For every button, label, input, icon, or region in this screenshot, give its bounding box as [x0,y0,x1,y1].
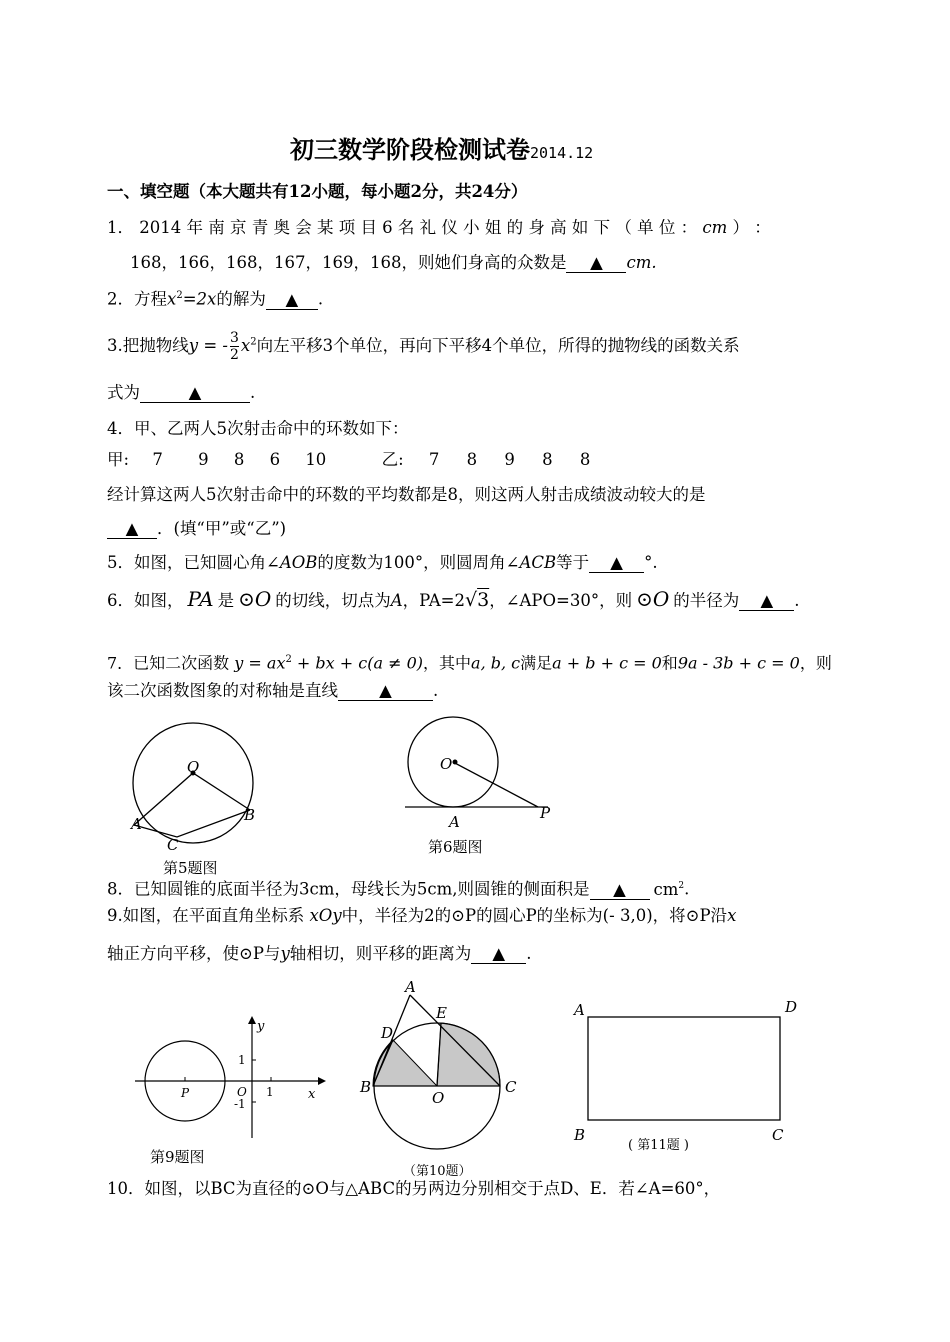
fig9-y-arrow [248,1016,256,1024]
fig6-label-a: A [449,813,460,831]
fig6-center-dot [453,760,458,765]
fig5-label-o: O [187,758,200,776]
question-3-line2: 式为 ▲ . [107,383,256,402]
fig10-label-d: D [381,1024,394,1042]
fig10-label-b: B [360,1078,372,1096]
fig9-label-x1: 1 [266,1085,274,1099]
answer-blank: ▲ [566,254,626,273]
title-year: 2014.12 [530,144,594,162]
fig5-label-c: C [167,836,179,854]
question-7-line1: 7．已知二次函数 $y = ax^2$ + bx + c(a ≠ 0)，其中a, b, c满足a + b + c = 0和9a - 3b + c = 0，则 [107,653,832,673]
fig9-label-1: 1 [238,1053,246,1067]
fig6-label-p: P [540,804,551,822]
fig5-chords [134,810,250,837]
fig11-label-d: D [785,998,798,1016]
fig10-label-o: O [432,1089,445,1107]
fig9-label-x: x [308,1087,316,1102]
question-7-line2: 该二次函数图象的对称轴是直线 ▲ . [107,681,439,700]
question-4-line4: ▲ ．(填“甲”或“乙”) [107,518,286,540]
answer-blank: ▲ [107,520,157,539]
figure-11 [570,995,810,1155]
fig5-label-b: B [244,806,256,824]
fig9-x-arrow [318,1077,326,1085]
question-2: 2．方程$x^2=2x$的解为 ▲ . [107,289,324,309]
fig9-caption: 第9题图 [150,1148,205,1166]
question-3-line1: 3.把抛物线y = - $\frac{3}{2}$ $x^2$向左平移3个单位，再向下平移4个单位，所得的抛物线的函数关系 [107,330,740,363]
fig5-angle-lines [134,773,250,825]
fig6-segment-op [453,762,538,807]
figure-10 [355,978,535,1172]
answer-blank: ▲ [739,592,794,611]
question-6: 6．如图， PA 是 ⊙O 的切线，切点为A，PA=2√3，∠APO=30°，则 ⊙O 的半径为 ▲ . [107,587,800,611]
fig11-rectangle [588,1017,780,1120]
answer-blank: ▲ [266,291,318,310]
answer-blank: ▲ [590,881,650,900]
fig9-label-p: P [181,1086,190,1100]
fig10-caption: （第10题） [403,1164,472,1179]
fig11-caption: ( 第11题 ) [628,1138,689,1153]
figure-5 [120,710,280,870]
fig11-label-a: A [574,1001,585,1019]
answer-blank: ▲ [140,384,250,403]
question-4-scores: 甲: 7 9 8 6 10 乙: 7 8 9 8 8 [107,450,591,469]
fig11-label-c: C [772,1126,784,1144]
figure-9 [130,1010,330,1140]
fig11-label-b: B [574,1126,586,1144]
fig6-label-o: O [440,755,453,773]
fig9-label-o: O [237,1085,247,1099]
answer-blank: ▲ [589,554,644,573]
fig5-caption: 第5题图 [163,859,218,877]
question-9-line2: 轴正方向平移，使⊙P与y轴相切，则平移的距离为 ▲ . [107,944,532,963]
question-4-line1: 4．甲、乙两人5次射击命中的环数如下： [107,419,409,438]
answer-blank: ▲ [471,945,526,964]
question-4-line3: 经计算这两人5次射击命中的环数的平均数都是8，则这两人射击成绩波动较大的是 [107,485,706,504]
question-8: 8．已知圆锥的底面半径为3cm，母线长为5cm,则圆锥的侧面积是 ▲ $cm^2$. [107,879,690,899]
fig10-label-a: A [405,978,416,996]
question-1-line2: 168，166，168，167，169，168，则她们身高的众数是 ▲ cm. [130,253,657,272]
answer-blank: ▲ [338,682,433,701]
fig9-label-neg1: -1 [234,1097,246,1111]
question-9-line1: 9.如图，在平面直角坐标系 xOy中，半径为2的⊙P的圆心P的坐标为(- 3,0)，将⊙P沿x [107,906,737,925]
section-heading: 一、填空题（本大题共有12小题，每小题2分，共24分） [107,182,528,201]
fig5-label-a: A [131,815,142,833]
fig10-label-e: E [436,1004,447,1022]
question-1-line1: 1． 2014 年 南 京 青 奥 会 某 项 目 6 名 礼 仪 小 姐 的 身 高 如 下 （ 单 位 ： cm ） ： [107,218,771,237]
question-5: 5．如图，已知圆心角∠AOB的度数为100°，则圆周角∠ACB等于 ▲ °. [107,553,658,572]
fig5-circle [133,723,256,843]
figure-6 [400,710,570,830]
question-10: 10．如图，以BC为直径的⊙O与△ABC的另两边分别相交于点D、E．若∠A=60°， [107,1179,721,1198]
fig10-label-c: C [505,1078,517,1096]
page-title: 初三数学阶段检测试卷2014.12 [290,135,594,164]
fig9-label-y: y [257,1019,265,1034]
fig6-caption: 第6题图 [428,838,483,856]
